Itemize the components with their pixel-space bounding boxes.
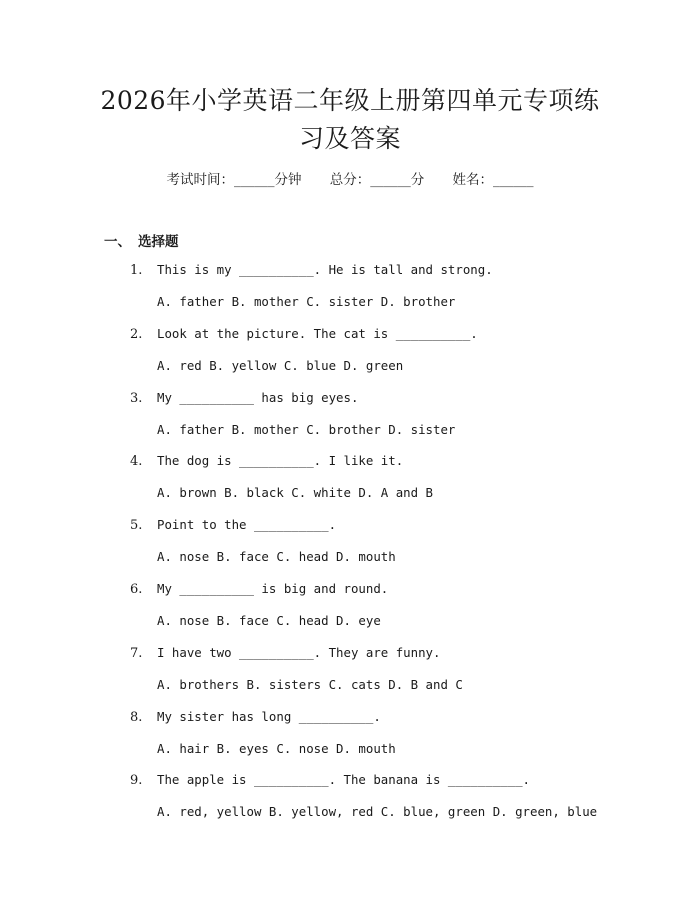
question-number: 6. xyxy=(130,581,143,597)
question-number: 4. xyxy=(130,454,143,470)
document-title: 2026年小学英语二年级上册第四单元专项练习及答案 xyxy=(100,86,600,153)
question-item xyxy=(130,707,650,771)
question-list xyxy=(130,260,650,834)
question-line xyxy=(130,643,650,675)
question-item xyxy=(130,515,650,579)
question-line xyxy=(130,451,650,483)
question-line xyxy=(130,707,650,739)
question-text: I have two __________. They are funny. xyxy=(157,644,441,660)
question-number: 9. xyxy=(130,773,143,789)
exam-time-label: 考试时间：______分钟 xyxy=(166,172,302,188)
question-number: 2. xyxy=(130,326,143,342)
question-options: A. brothers B. sisters C. cats D. B and C xyxy=(157,676,463,692)
question-line xyxy=(130,579,650,611)
question-text: My __________ has big eyes. xyxy=(157,389,359,405)
question-number: 7. xyxy=(130,645,143,661)
question-line xyxy=(130,324,650,356)
question-options: A. red B. yellow C. blue D. green xyxy=(157,357,404,373)
question-item xyxy=(130,260,650,324)
question-line xyxy=(130,388,650,420)
question-number: 8. xyxy=(130,709,143,725)
total-score-label: 总分：______分 xyxy=(329,172,425,188)
question-options: A. hair B. eyes C. nose D. mouth xyxy=(157,740,396,756)
question-options: A. nose B. face C. head D. mouth xyxy=(157,549,396,565)
question-options: A. red, yellow B. yellow, red C. blue, green D. green, blue xyxy=(157,804,598,820)
question-item xyxy=(130,388,650,452)
question-text: The apple is __________. The banana is __________. xyxy=(157,772,530,788)
question-number: 3. xyxy=(130,390,143,406)
question-item xyxy=(130,579,650,643)
section-heading xyxy=(104,230,179,250)
question-options: A. father B. mother C. brother D. sister xyxy=(157,421,456,437)
exam-info-line xyxy=(0,168,700,188)
question-line xyxy=(130,260,650,292)
question-item xyxy=(130,770,650,834)
question-line xyxy=(130,770,650,802)
question-item xyxy=(130,451,650,515)
question-options: A. father B. mother C. sister D. brother xyxy=(157,294,456,309)
question-text: This is my __________. He is tall and strong. xyxy=(157,262,493,277)
student-name-label: 姓名：______ xyxy=(452,172,534,188)
question-text: My __________ is big and round. xyxy=(157,580,389,596)
question-item xyxy=(130,324,650,388)
question-options: A. nose B. face C. head D. eye xyxy=(157,612,381,628)
question-number: 5. xyxy=(130,518,143,534)
question-number: 1. xyxy=(130,263,143,278)
question-item xyxy=(130,643,650,707)
question-text: The dog is __________. I like it. xyxy=(157,453,404,469)
question-text: My sister has long __________. xyxy=(157,708,381,724)
question-line xyxy=(130,515,650,547)
section-title: 选择题 xyxy=(138,234,179,250)
question-options: A. brown B. black C. white D. A and B xyxy=(157,485,434,501)
question-text: Look at the picture. The cat is __________. xyxy=(157,325,478,341)
section-number: 一、 xyxy=(104,234,131,250)
question-text: Point to the __________. xyxy=(157,517,337,533)
